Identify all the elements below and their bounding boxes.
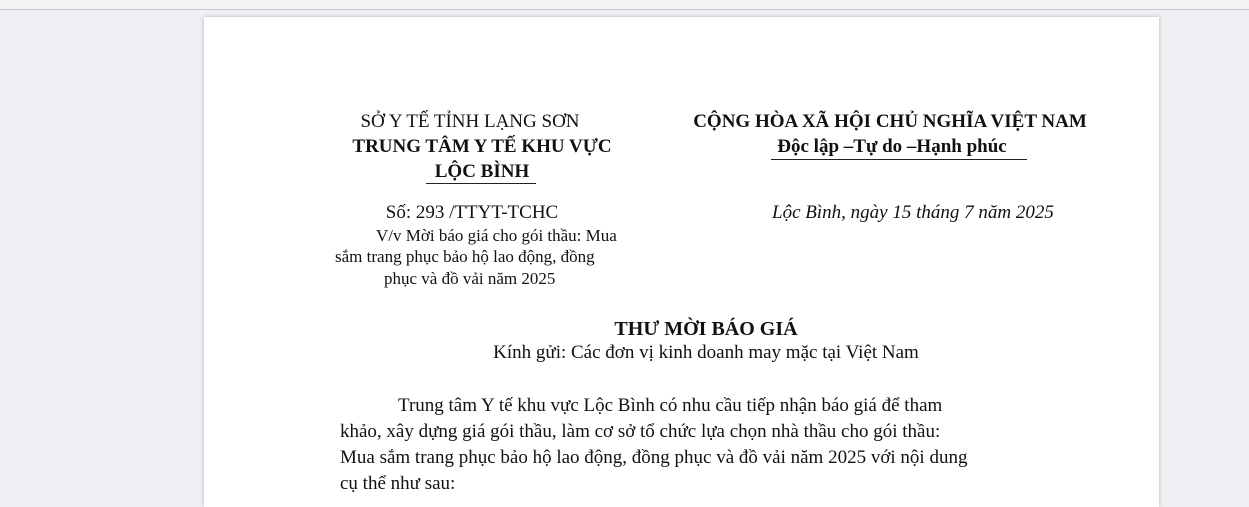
national-motto: Độc lập –Tự do –Hạnh phúc	[777, 136, 1007, 157]
document-date: Lộc Bình, ngày 15 tháng 7 năm 2025	[772, 202, 1054, 223]
motto-underline	[771, 159, 1027, 160]
document-number: Số: 293 /TTYT-TCHC	[385, 202, 559, 223]
subject-line1: V/v Mời báo giá cho gói thầu: Mua	[376, 226, 617, 245]
body-line4: cụ thể như sau:	[340, 473, 456, 494]
recipient-line: Kính gửi: Các đơn vị kinh doanh may mặc tại Việt Nam	[493, 342, 919, 363]
body-line2: khảo, xây dựng giá gói thầu, làm cơ sở tổ chức lựa chọn nhà thầu cho gói thầu:	[340, 421, 941, 442]
national-title: CỘNG HÒA XÃ HỘI CHỦ NGHĨA VIỆT NAM	[693, 111, 1087, 132]
subject-line3: phục và đồ vải năm 2025	[384, 269, 556, 288]
document-page	[204, 17, 1159, 507]
agency-parent: SỞ Y TẾ TỈNH LẠNG SƠN	[360, 111, 580, 132]
subject-line2: sắm trang phục bảo hộ lao động, đồng	[335, 247, 595, 266]
letter-title: THƯ MỜI BÁO GIÁ	[614, 318, 798, 340]
body-line1: Trung tâm Y tế khu vực Lộc Bình có nhu cầu tiếp nhận báo giá để tham	[398, 395, 943, 416]
agency-underline	[426, 183, 536, 184]
agency-name-line1: TRUNG TÂM Y TẾ KHU VỰC	[352, 136, 612, 157]
body-line3: Mua sắm trang phục bảo hộ lao động, đồng phục và đồ vải năm 2025 với nội dung	[340, 447, 968, 468]
viewer-top-bar	[0, 0, 1249, 10]
agency-name-line2: LỘC BÌNH	[434, 161, 530, 182]
